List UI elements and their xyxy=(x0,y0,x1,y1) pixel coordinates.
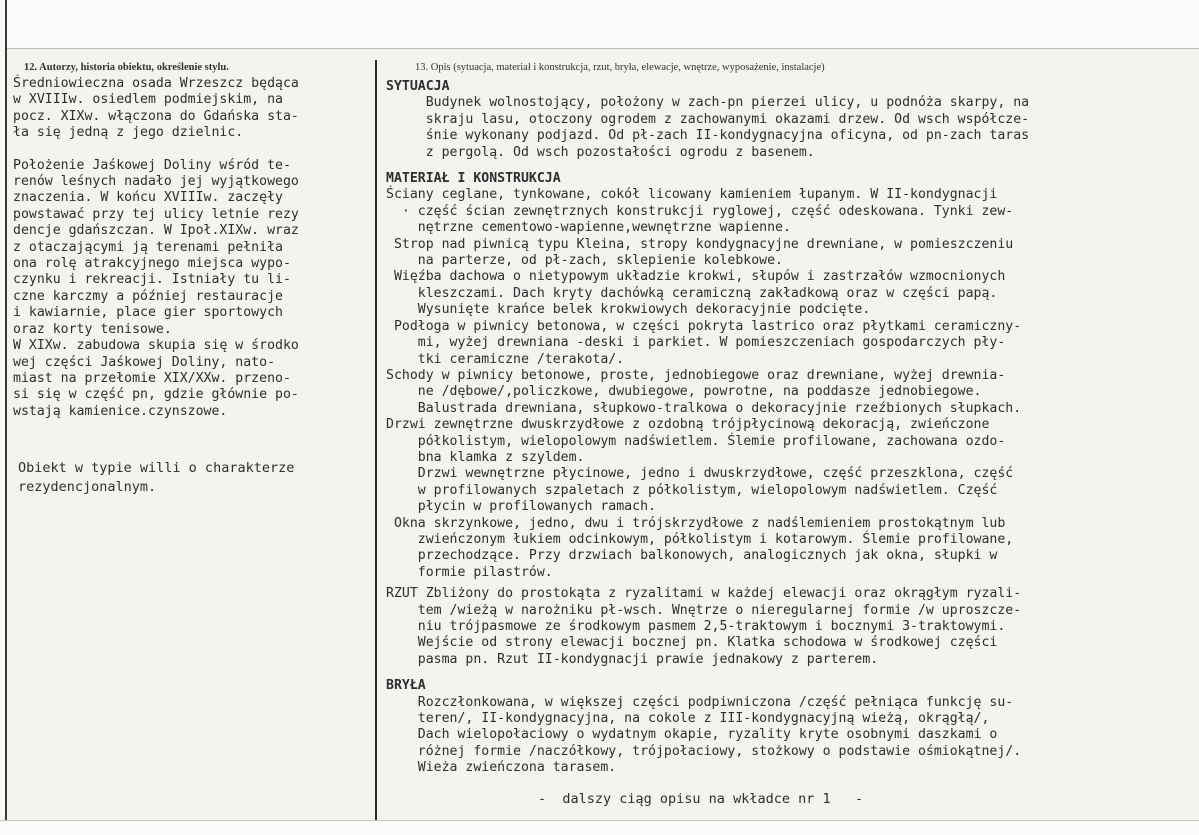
section-heading: SYTUACJA xyxy=(386,79,450,94)
description-line: Drzwi wewnętrzne płycinowe, jedno i dwuskrzydłowe, część przeszklona, część xyxy=(386,466,1014,482)
description-line: płycin w profilowanych ramach. xyxy=(386,499,656,515)
description-line: Drzwi zewnętrzne dwuskrzydłowe z ozdobną trójpłycinową dekoracją, zwieńczone xyxy=(386,417,990,433)
history-line: i kawiarnie, place gier sportowych xyxy=(13,305,283,321)
history-line: pocz. XIXw. włączona do Gdańska sta- xyxy=(13,108,299,124)
continuation-note: - dalszy ciąg opisu na wkładce nr 1 - xyxy=(538,791,864,807)
description-line: Podłoga w piwnicy betonowa, w części pokryta lastrico oraz płytkami ceramiczny- xyxy=(386,318,1022,334)
description-line: · część ścian zewnętrznych konstrukcji ryglowej, część odeskowana. Tynki zew- xyxy=(386,203,1014,219)
history-line: dencje gdańszczan. W Ipoł.XIXw. wraz xyxy=(13,223,299,239)
description-line: nętrzne cementowo-wapienne,wewnętrzne wapienne. xyxy=(386,220,791,236)
right-column-header: 13. Opis (sytuacja, materiał i konstrukcja, rzut, bryła, elewacje, wnętrze, wyposażenie, instalacje) xyxy=(415,62,825,73)
history-line: oraz korty tenisowe. xyxy=(13,321,172,337)
style-note-line: rezydencjonalnym. xyxy=(18,479,157,495)
history-line: powstawać przy tej ulicy letnie rezy xyxy=(13,206,299,222)
history-column xyxy=(13,76,371,420)
history-line: si się w część pn, gdzie głównie po- xyxy=(13,387,299,403)
description-column xyxy=(386,79,1198,777)
section-gap xyxy=(386,161,1198,171)
description-line: formie pilastrów. xyxy=(386,564,553,580)
left-column-header: 12. Autorzy, historia obiektu, określenie stylu. xyxy=(24,62,229,73)
description-line: teren/, II-kondygnacyjna, na cokole z III-kondygnacyjną wieżą, okrągłą/, xyxy=(386,711,990,727)
description-line: Budynek wolnostojący, położony w zach-pn pierzei ulicy, u podnóża skarpy, na xyxy=(386,95,1030,111)
description-line: w profilowanych szpaletach z półkolistym, wielopolowym nadświetlem. Część xyxy=(386,482,998,498)
section-gap xyxy=(386,668,1198,678)
description-line: zwieńczonym łukiem odcinkowym, półkolistym i kotarowym. Ślemie profilowane, xyxy=(386,531,1014,547)
description-line: Wieża zwieńczona tarasem. xyxy=(386,760,617,776)
description-line: z pergolą. Od wsch pozostałości ogrodu z basenem. xyxy=(386,144,815,160)
description-line: mi, wyżej drewniana -deski i parkiet. W pomieszczeniach gospodarczych pły- xyxy=(386,335,1006,351)
paragraph-gap xyxy=(13,142,371,158)
description-line: Więźba dachowa o nietypowym układzie krokwi, słupów i zastrzałów wzmocnionych xyxy=(386,269,1006,285)
section-heading: BRYŁA xyxy=(386,678,426,694)
description-line: Rozczłonkowana, w większej części podpiwniczona /część pełniąca funkcję su- xyxy=(386,694,1014,710)
style-note xyxy=(18,459,294,497)
history-line: ona rolę atrakcyjnego miejsca wypo- xyxy=(13,256,291,272)
description-line: bna klamka z szyldem. xyxy=(386,449,585,465)
history-line: W XIXw. zabudowa skupia się w środko xyxy=(13,338,299,354)
history-line: z otaczającymi ją terenami pełniła xyxy=(13,239,283,255)
history-line: renów leśnych nadało jej wyjątkowego xyxy=(13,174,299,190)
description-line: Strop nad piwnicą typu Kleina, stropy kondygnacyjne drewniane, w pomieszczeniu xyxy=(386,236,1014,252)
history-line: w XVIIIw. osiedlem podmiejskim, na xyxy=(13,92,283,108)
card-bottom-margin xyxy=(0,820,1199,835)
history-line: Położenie Jaśkowej Doliny wśród te- xyxy=(13,157,291,173)
style-note-line: Obiekt w typie willi o charakterze xyxy=(18,460,295,476)
history-line: czne karczmy a później restauracje xyxy=(13,288,283,304)
description-line: przechodzące. Przy drzwiach balkonowych, analogicznych jak okna, słupki w xyxy=(386,548,998,564)
description-line: Wysunięte krańce belek krokwiowych dekoracyjnie podcięte. xyxy=(386,302,871,318)
description-line: śnie wykonany podjazd. Od pł-zach II-kondygnacyjna oficyna, od pn-zach taras xyxy=(386,128,1030,144)
description-line: pasma pn. Rzut II-kondygnacji prawie jednakowy z parterem. xyxy=(386,651,879,667)
history-line: ła się jedną z jego dzielnic. xyxy=(13,125,244,141)
history-line: czynku i rekreacji. Istniały tu li- xyxy=(13,272,291,288)
history-line: Średniowieczna osada Wrzeszcz będąca xyxy=(13,76,299,91)
description-line: skraju lasu, otoczony ogrodem z zachowanymi okazami drzew. Od wsch współcze- xyxy=(386,111,1030,127)
description-line: różnej formie /naczółkowy, trójpołaciowy, stożkowy o podstawie ośmiokątnej/. xyxy=(386,743,1022,759)
description-line: tem /wieżą w narożniku pł-wsch. Wnętrze o nieregularnej formie /w uproszcze- xyxy=(386,602,1022,618)
description-line: na parterze, od pł-zach, sklepienie kolebkowe. xyxy=(386,253,783,269)
description-line: półkolistym, wielopolowym nadświetlem. Ślemie profilowane, zachowana ozdo- xyxy=(386,433,1006,449)
history-line: znaczenia. W końcu XVIIIw. zaczęły xyxy=(13,190,283,206)
description-line: RZUT Zbliżony do prostokąta z ryzalitami w każdej elewacji oraz okrągłym ryzali- xyxy=(386,586,1022,602)
column-divider xyxy=(375,60,377,820)
history-line: miast na przełomie XIX/XXw. przeno- xyxy=(13,370,291,386)
description-line: Schody w piwnicy betonowe, proste, jednobiegowe oraz drewniane, wyżej drewnia- xyxy=(386,367,1006,383)
description-line: kleszczami. Dach kryty dachówką ceramiczną zakładkową oraz w części papą. xyxy=(386,285,998,301)
description-line: Okna skrzynkowe, jedno, dwu i trójskrzydłowe z nadślemieniem prostokątnym lub xyxy=(386,515,1006,531)
card-left-edge xyxy=(0,0,7,835)
description-line: Wejście od strony elewacji bocznej pn. Klatka schodowa w środkowej części xyxy=(386,635,998,651)
history-line: wstają kamienice.czynszowe. xyxy=(13,403,228,419)
description-line: tki ceramiczne /terakota/. xyxy=(386,351,625,367)
description-line: ne /dębowe/,policzkowe, dwubiegowe, powrotne, na poddasze jednobiegowe. xyxy=(386,384,982,400)
description-line: Ściany ceglane, tynkowane, cokół licowany kamieniem łupanym. W II-kondygnacji xyxy=(386,187,998,203)
section-heading: MATERIAŁ I KONSTRUKCJA xyxy=(386,171,561,187)
description-line: niu trójpasmowe ze środkowym pasmem 2,5-traktowym i bocznymi 3-traktowymi. xyxy=(386,619,1006,634)
description-line: Balustrada drewniana, słupkowo-tralkowa o dekoracyjnie rzeźbionych słupkach. xyxy=(386,400,1022,416)
card-top-margin xyxy=(0,0,1199,49)
history-line: wej części Jaśkowej Doliny, nato- xyxy=(13,354,276,370)
description-line: Dach wielopołaciowy o wydatnym okapie, ryzality kryte osobnymi daszkami o xyxy=(386,727,998,743)
